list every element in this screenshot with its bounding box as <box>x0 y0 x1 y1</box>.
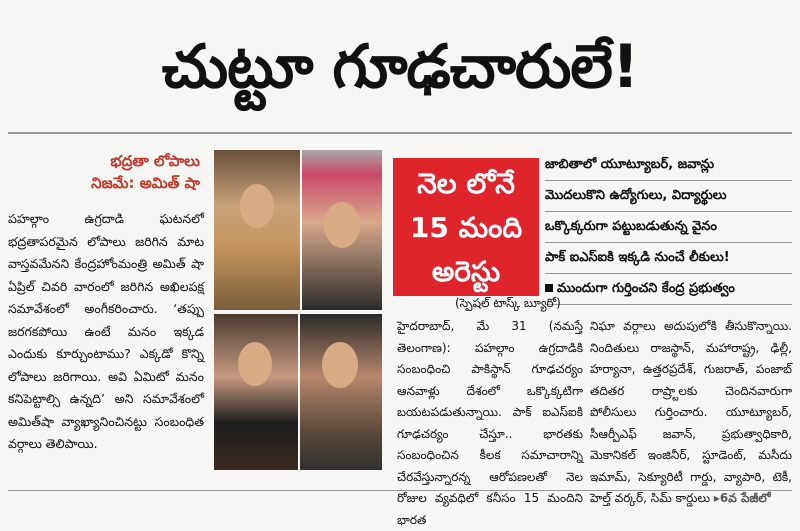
headline-divider <box>8 132 792 134</box>
highlight-point: ముందుగా గుర్తించని కేంద్ర ప్రభుత్వం <box>545 274 792 305</box>
photo-man-turban <box>302 150 382 310</box>
byline: (స్పెషల్‌ టాస్క్‌ బ్యూరో) <box>455 296 561 310</box>
sidebar-body: పహల్గాం ఉగ్రదాడి ఘటనలో భద్రతాపరమైన లోపాలు జరిగిన మాట వాస్తవమేనని కేంద్రహోంమంత్రి అమిత్‌ షా ఏప్రిల్‌ చివరి వారంలో జరిగిన అఖిలపక్ష సమావేశంలో అంగీకరించారు. ‘తప్పు జరగకపోయి ఉంటే మనం ఇక్కడ ఎందుకు కూర్చుంటాము? ఎక్కడో కొన్ని లోపాలు జరిగాయి. అవి ఏమిటో మనం కనిపెట్టాల్సి ఉన్నది’ అని సమావేశంలో అమిత్‌షా వ్యాఖ్యానించినట్టు సంబంధిత వర్గాలు తెలిపాయి. <box>8 211 204 451</box>
story-column-1: హైదరాబాద్‌, మే 31 (నమస్తే తెలంగాణ): పహల్గాం ఉగ్రదాడికి సంబంధించి పాకిస్థాన్‌ గూఢచర్యం ఆనవాళ్లు దేశంలో ఒక్కొక్కటిగా బయటపడుతున్నాయి. పాక్‌ ఐఎస్‌ఐకి గూఢచర్యం చేస్తూ.. భారతకు సంబంధించిన కీలక సమాచారాన్ని చేరవేస్తున్నారన్న ఆరోపణలతో నెల రోజుల వ్యవధిలో కనీసం 15 మందిని భారత <box>397 319 583 527</box>
headline: చుట్టూ గూఢచారులే! <box>161 32 639 102</box>
highlight-point: మొదలుకొని ఉద్యోగులు, విద్యార్థులు <box>545 181 792 212</box>
sidebar-story <box>8 150 204 480</box>
photo-man-bearded <box>300 314 382 470</box>
highlight-point: ఒక్కొక్కరుగా పట్టుబడుతున్న వైనం <box>545 212 792 243</box>
photo-woman-smiling <box>214 314 298 470</box>
redbox-line1: నెల లోనే <box>417 167 515 200</box>
redbox-line2: 15 మంది <box>409 211 523 244</box>
story-column-2 <box>590 316 792 510</box>
bottom-divider <box>8 490 792 491</box>
bullet-icon <box>545 284 553 292</box>
arrest-count-box <box>393 158 539 296</box>
continued-on-page: ▸6వ పేజీలో <box>713 491 771 505</box>
story-column-2-text: నిఘా వర్గాలు అదుపులోకి తీసుకొన్నాయి. నిందితులు రాజస్థాన్‌, మహారాష్ట్ర, ఢిల్లీ, హర్యానా, ఉత్తరప్రదేశ్‌, గుజరాత్‌, పంజాబ్‌ తదితర రాష్ర్టాలకు చెందినవారుగా పోలీసులు గుర్తించారు. యూట్యూబర్‌, సీఆర్పీఎఫ్‌ జవాన్‌, ప్రభుత్వాధికారి, మెకానికల్‌ ఇంజినీర్‌, స్టూడెంట్‌, మసీదు ఇమామ్‌, సెక్యూరిటీ గార్డు, వ్యాపారి, టెకీ, హెల్త్‌ వర్కర్‌, సిమ్‌ కార్డులు <box>590 319 792 505</box>
photo-woman-headscarf <box>214 150 300 310</box>
sidebar-kicker-line1: భద్రతా లోపాలు <box>110 152 200 170</box>
highlight-points <box>545 150 792 305</box>
highlight-point: జాబితాలో యూట్యూబర్‌, జవాన్లు <box>545 150 792 181</box>
highlight-point: పాక్‌ ఐఎస్‌ఐకి ఇక్కడి నుంచే లీకులు! <box>545 243 792 274</box>
sidebar-kicker-line2: నిజమే: అమిత్‌ షా <box>91 174 200 192</box>
photo-collage <box>214 150 382 470</box>
redbox-line3: అరెస్టు <box>431 255 501 288</box>
